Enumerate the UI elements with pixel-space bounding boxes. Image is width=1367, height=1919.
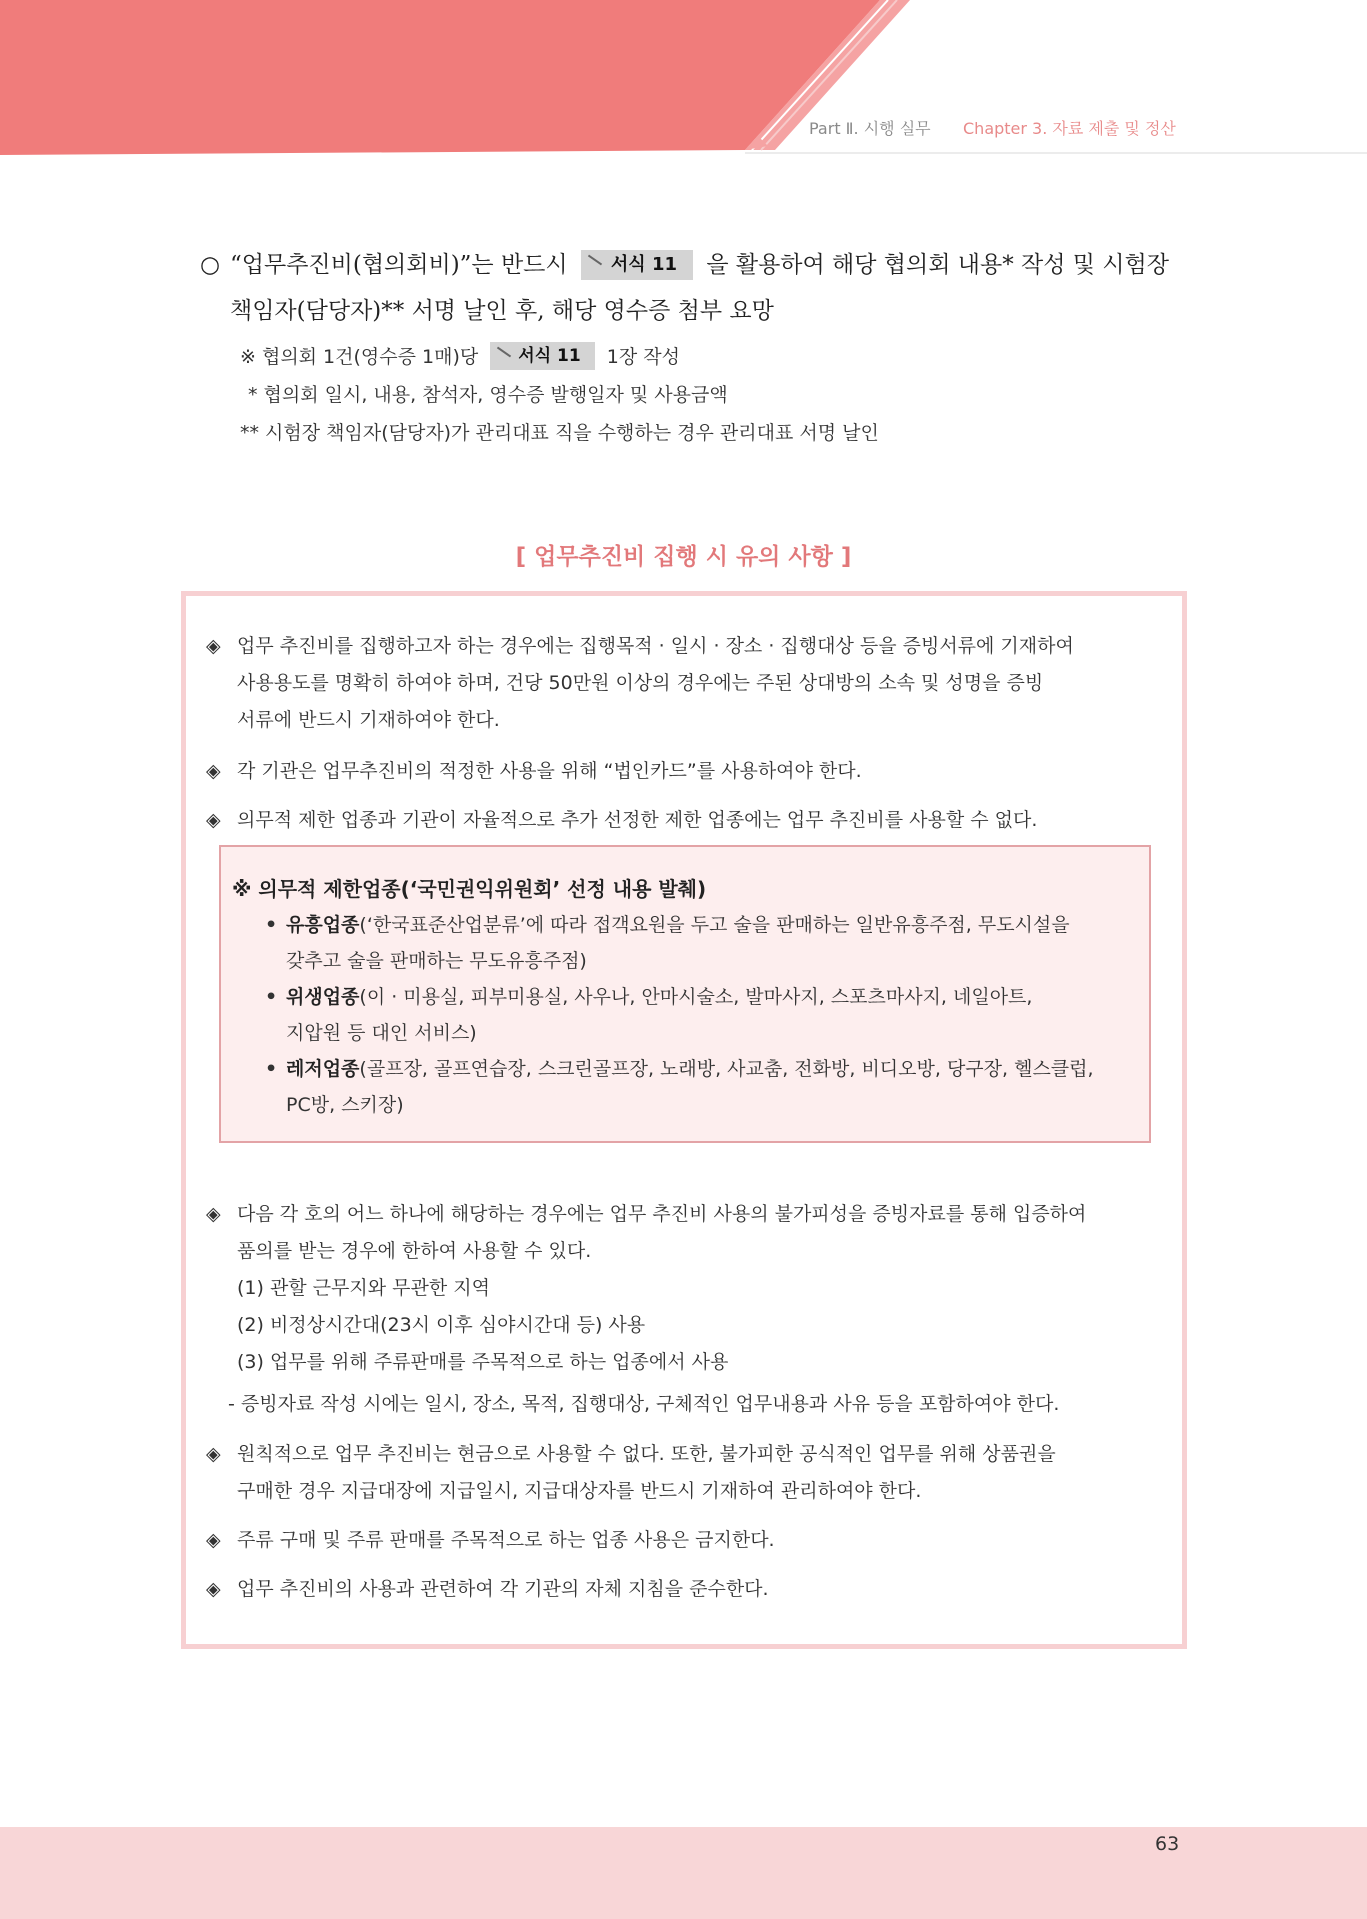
guideline-item-4 [206, 1196, 1166, 1381]
page-number: 63 [1155, 1833, 1180, 1855]
guideline-item-5 [206, 1436, 1166, 1510]
guideline-item-1 [206, 628, 1166, 739]
form-11-badge [581, 250, 693, 280]
intro-note-2: * 협의회 일시, 내용, 참석자, 영수증 발행일자 및 사용금액 [248, 384, 728, 406]
diamond-bullet-icon: ◈ [206, 760, 221, 782]
entry3-term: 레저업종 [286, 1058, 360, 1080]
entry2-term: 위생업종 [286, 986, 360, 1008]
entry1-term: 유흥업종 [286, 914, 360, 936]
badge-mark-icon [497, 347, 511, 358]
form-11-badge-small [490, 342, 594, 370]
diamond-bullet-icon: ◈ [206, 1529, 221, 1551]
badge-mark-icon [588, 255, 602, 266]
restricted-entry-3 [265, 1051, 1125, 1123]
guideline-item-2 [206, 753, 1166, 790]
entry2-line-2: 지압원 등 대인 서비스) [286, 1022, 477, 1044]
restricted-entry-2 [265, 979, 1125, 1051]
diamond-bullet-icon: ◈ [206, 635, 221, 657]
diamond-bullet-icon: ◈ [206, 1443, 221, 1465]
diamond-bullet-icon: ◈ [206, 1203, 221, 1225]
guideline-item-3 [206, 802, 1166, 839]
entry3-line-2: PC방, 스키장) [286, 1094, 404, 1116]
intro-note-1 [200, 338, 1200, 376]
item4-line-1: 다음 각 호의 어느 하나에 해당하는 경우에는 업무 추진비 사용의 불가피성을 증빙자료를 통해 입증하여 [237, 1203, 1087, 1225]
item2-text: 각 기관은 업무추진비의 적정한 사용을 위해 “법인카드”를 사용하여야 한다. [237, 760, 862, 782]
bullet-dot-icon: • [265, 914, 278, 936]
note1-text-b: 1장 작성 [606, 346, 680, 368]
diamond-bullet-icon: ◈ [206, 809, 221, 831]
item3-text: 의무적 제한 업종과 기관이 자율적으로 추가 선정한 제한 업종에는 업무 추진비를 사용할 수 없다. [237, 809, 1038, 831]
intro-text-a: “업무추진비(협의회비)”는 반드시 [230, 252, 568, 278]
circle-bullet-icon: ○ [200, 252, 221, 278]
item4-line-2: 품의를 받는 경우에 한하여 사용할 수 있다. [237, 1240, 592, 1262]
item4-dash-note: - 증빙자료 작성 시에는 일시, 장소, 목적, 집행대상, 구체적인 업무내용과 사유 등을 포함하여야 한다. [228, 1393, 1060, 1415]
restricted-industries-title: ※ 의무적 제한업종(‘국민권익위원회’ 선정 내용 발췌) [232, 877, 707, 901]
item1-line-2: 사용용도를 명확히 하여야 하며, 건당 50만원 이상의 경우에는 주된 상대방의 소속 및 성명을 증빙 [237, 672, 1044, 694]
item4-sub-2: (2) 비정상시간대(23시 이후 심야시간대 등) 사용 [237, 1314, 646, 1336]
restricted-entry-1 [265, 907, 1125, 979]
intro-text-b: 을 활용하여 해당 협의회 내용* 작성 및 시험장 [706, 252, 1169, 278]
item1-line-1: 업무 추진비를 집행하고자 하는 경우에는 집행목적 · 일시 · 장소 · 집행대상 등을 증빙서류에 기재하여 [237, 635, 1074, 657]
item5-line-2: 구매한 경우 지급대장에 지급일시, 지급대상자를 반드시 기재하여 관리하여야 한다. [237, 1480, 922, 1502]
page-header [0, 0, 1367, 160]
diamond-bullet-icon: ◈ [206, 1578, 221, 1600]
intro-section [200, 242, 1200, 452]
entry3-line-1: (골프장, 골프연습장, 스크린골프장, 노래방, 사교춤, 전화방, 비디오방, 당구장, 헬스클럽, [359, 1058, 1094, 1080]
item1-line-3: 서류에 반드시 기재하여야 한다. [237, 709, 500, 731]
badge-label: 서식 11 [518, 346, 581, 366]
guideline-item-7 [206, 1571, 1166, 1608]
section-title: [ 업무추진비 집행 시 유의 사항 ] [515, 544, 852, 570]
item6-text: 주류 구매 및 주류 판매를 주목적으로 하는 업종 사용은 금지한다. [237, 1529, 775, 1551]
item5-line-1: 원칙적으로 업무 추진비는 현금으로 사용할 수 없다. 또한, 불가피한 공식적인 업무를 위해 상품권을 [237, 1443, 1056, 1465]
entry1-line-2: 갖추고 술을 판매하는 무도유흥주점) [286, 950, 587, 972]
intro-line-2: 책임자(담당자)** 서명 날인 후, 해당 영수증 첨부 요망 [230, 298, 774, 324]
item4-sub-1: (1) 관할 근무지와 무관한 지역 [237, 1277, 490, 1299]
note1-text-a: ※ 협의회 1건(영수증 1매)당 [240, 346, 479, 368]
bullet-dot-icon: • [265, 1058, 278, 1080]
entry2-line-1: (이 · 미용실, 피부미용실, 사우나, 안마시술소, 발마사지, 스포츠마사지, 네일아트, [359, 986, 1033, 1008]
intro-note-3: ** 시험장 책임자(담당자)가 관리대표 직을 수행하는 경우 관리대표 서명 날인 [240, 422, 879, 444]
badge-label: 서식 11 [610, 254, 678, 275]
intro-line-1 [200, 242, 1200, 288]
guideline-item-6 [206, 1522, 1166, 1559]
header-chapter: Chapter 3. 자료 제출 및 정산 [963, 119, 1176, 138]
item7-text: 업무 추진비의 사용과 관련하여 각 기관의 자체 지침을 준수한다. [237, 1578, 769, 1600]
guideline-item-4-note [206, 1386, 1166, 1423]
header-part: Part Ⅱ. 시행 실무 [809, 119, 931, 138]
item4-sub-3: (3) 업무를 위해 주류판매를 주목적으로 하는 업종에서 사용 [237, 1351, 729, 1373]
bullet-dot-icon: • [265, 986, 278, 1008]
entry1-line-1: (‘한국표준산업분류’에 따라 접객요원을 두고 술을 판매하는 일반유흥주점, 무도시설을 [359, 914, 1070, 936]
